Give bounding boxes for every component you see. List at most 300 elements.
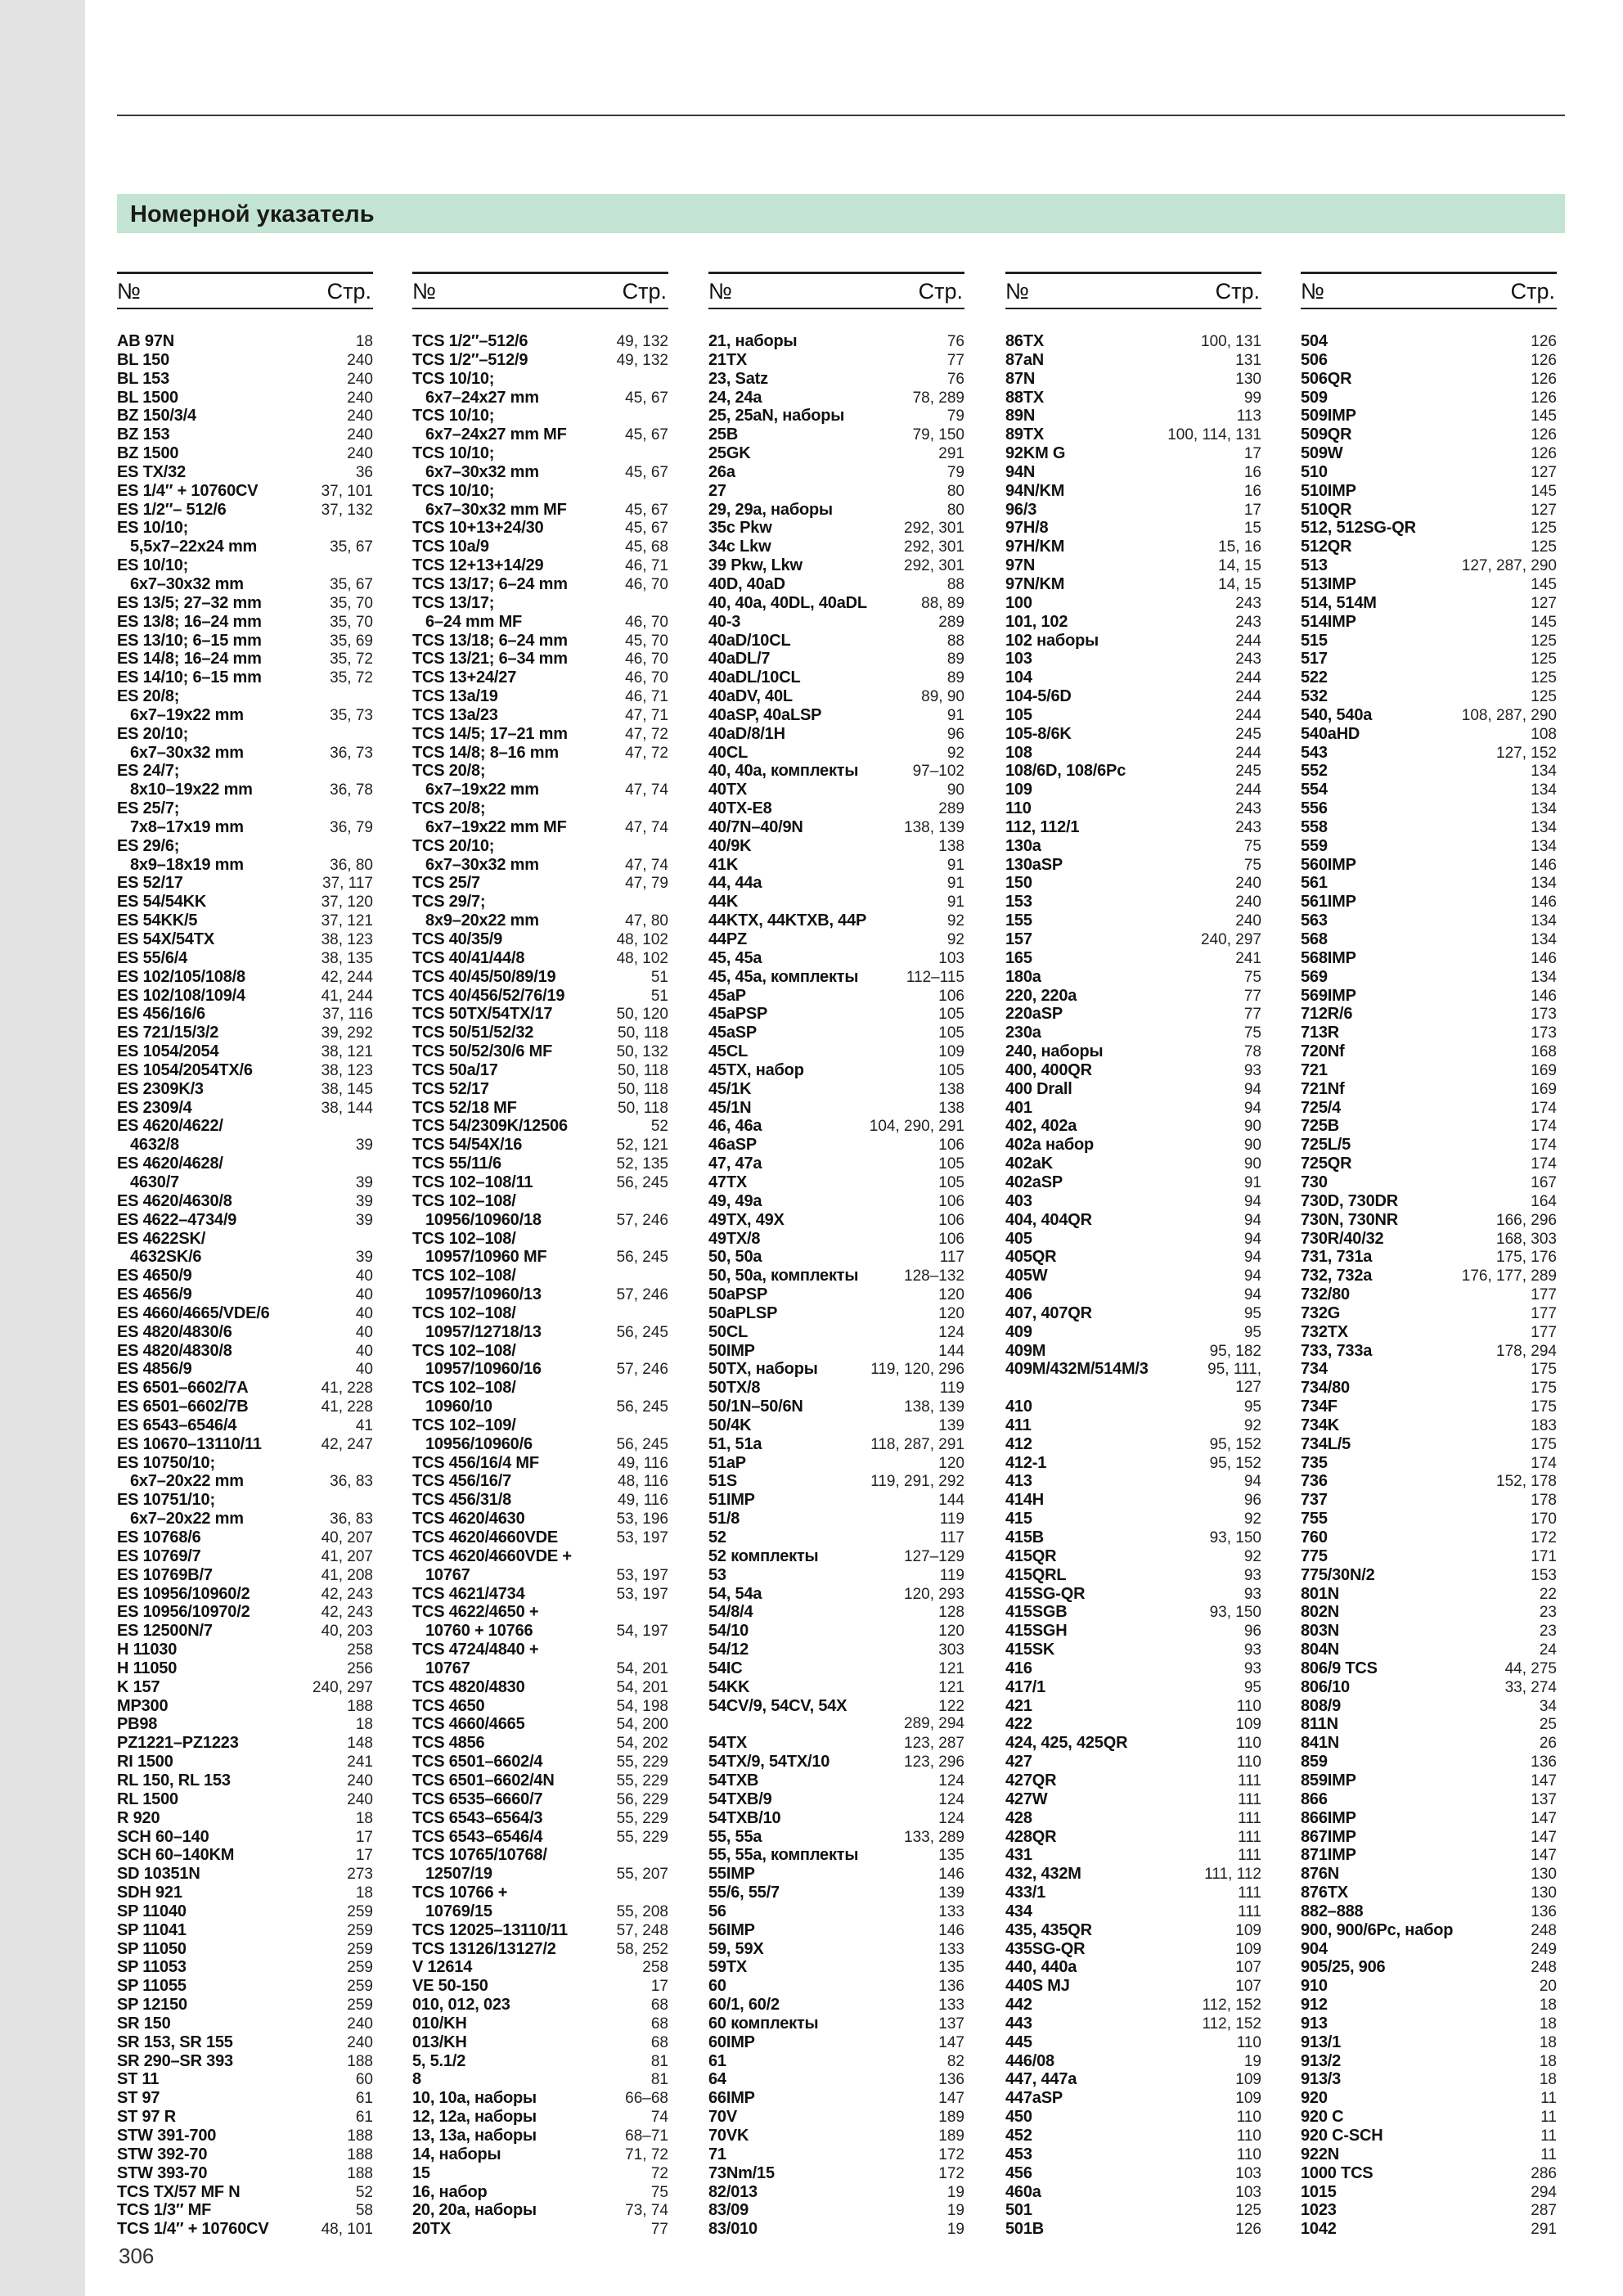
index-entry bbox=[412, 2183, 668, 2202]
entry-number: 760 bbox=[1301, 1528, 1328, 1546]
entry-number: 61 bbox=[708, 2051, 726, 2070]
entry-number: SP 11040 bbox=[117, 1902, 187, 1920]
entry-pages: 52, 121 bbox=[616, 1137, 668, 1155]
entry-number: 775 bbox=[1301, 1546, 1328, 1565]
index-entry bbox=[1005, 1136, 1261, 1155]
index-entry bbox=[1301, 874, 1557, 893]
column-header bbox=[1301, 272, 1557, 309]
entry-pages: 109 bbox=[1235, 1940, 1261, 1958]
entry-number: 105 bbox=[1005, 705, 1032, 724]
entry-number: H 11030 bbox=[117, 1641, 178, 1659]
index-entry bbox=[1301, 1622, 1557, 1641]
entry-pages: 75 bbox=[1243, 1024, 1261, 1042]
index-entry bbox=[412, 706, 668, 725]
entry-pages: 134 bbox=[1531, 912, 1557, 930]
entry-number: 422 bbox=[1005, 1715, 1032, 1734]
entry-pages: 46, 70 bbox=[625, 575, 668, 593]
entry-pages: 58, 252 bbox=[616, 1940, 668, 1958]
entry-pages: 125 bbox=[1531, 538, 1557, 556]
entry-number: ES 10768/6 bbox=[117, 1528, 201, 1546]
entry-pages: 258 bbox=[642, 1959, 668, 1977]
entry-pages: 127 bbox=[1531, 501, 1557, 519]
index-entry bbox=[117, 463, 373, 482]
entry-pages: 90 bbox=[1243, 1118, 1261, 1136]
index-entry bbox=[708, 1136, 964, 1155]
entry-pages: 42, 243 bbox=[321, 1604, 373, 1622]
index-entry bbox=[1301, 1080, 1557, 1099]
index-entry bbox=[1005, 1510, 1261, 1528]
index-entry bbox=[117, 1080, 373, 1099]
entry-number: 45, 45a bbox=[708, 948, 762, 967]
entry-number: 54/12 bbox=[708, 1641, 749, 1659]
entry-pages: 176, 177, 289 bbox=[1461, 1267, 1557, 1285]
index-entry bbox=[1005, 1603, 1261, 1622]
entry-number: 97N/KM bbox=[1005, 574, 1065, 593]
index-entry bbox=[1005, 1285, 1261, 1304]
index-entry bbox=[117, 1678, 373, 1697]
index-entry bbox=[412, 370, 668, 389]
index-entry bbox=[1301, 1416, 1557, 1435]
entry-pages: 152, 178 bbox=[1496, 1473, 1557, 1491]
index-entry bbox=[708, 1005, 964, 1024]
index-entry bbox=[708, 1566, 964, 1585]
index-entry bbox=[412, 856, 668, 875]
entry-pages: 147 bbox=[1531, 1847, 1557, 1865]
index-entry bbox=[1005, 744, 1261, 763]
entry-pages: 177 bbox=[1531, 1304, 1557, 1322]
entry-pages: 11 bbox=[1540, 2145, 1557, 2163]
index-entry bbox=[1301, 538, 1557, 556]
entry-number: 21, наборы bbox=[708, 332, 798, 350]
index-entry bbox=[1301, 1659, 1557, 1678]
entry-number: 73Nm/15 bbox=[708, 2163, 775, 2182]
index-entry bbox=[1005, 1734, 1261, 1753]
entry-number: 83/010 bbox=[708, 2220, 758, 2239]
index-entry bbox=[412, 556, 668, 575]
entry-pages: 131 bbox=[1235, 351, 1261, 369]
index-entry bbox=[1005, 501, 1261, 520]
entry-pages: 188 bbox=[347, 1697, 373, 1715]
entry-pages: 56, 245 bbox=[616, 1249, 668, 1267]
index-entry bbox=[412, 1547, 668, 1566]
index-entry bbox=[1005, 2164, 1261, 2183]
index-entry bbox=[1301, 1285, 1557, 1304]
entry-number: 8x9–18x19 mm bbox=[130, 855, 244, 874]
entry-number: 86TX bbox=[1005, 332, 1045, 350]
entry-number: 732G bbox=[1301, 1303, 1341, 1322]
index-entry bbox=[1301, 2089, 1557, 2108]
index-entry bbox=[117, 1285, 373, 1304]
entry-number: PB98 bbox=[117, 1715, 158, 1734]
header-number: № bbox=[1005, 279, 1029, 304]
index-entry bbox=[708, 2164, 964, 2183]
entry-pages: 46, 71 bbox=[625, 688, 668, 706]
entry-pages: 109 bbox=[1235, 1716, 1261, 1734]
index-entry bbox=[1301, 1902, 1557, 1921]
entry-number: ES 10/10; bbox=[117, 519, 189, 538]
index-entry bbox=[412, 1659, 668, 1678]
entry-pages: 134 bbox=[1531, 968, 1557, 986]
entry-pages: 126 bbox=[1531, 445, 1557, 463]
entry-number: 734/80 bbox=[1301, 1379, 1350, 1398]
index-entry bbox=[117, 893, 373, 912]
index-entry bbox=[117, 1828, 373, 1847]
index-entry bbox=[412, 1061, 668, 1080]
index-entry bbox=[117, 968, 373, 987]
entry-pages: 111 bbox=[1238, 1809, 1261, 1827]
index-entry bbox=[1301, 1641, 1557, 1659]
index-entry bbox=[412, 1323, 668, 1342]
entry-number: TCS 1/4″ + 10760CV bbox=[117, 2220, 269, 2239]
entry-pages: 95, 152 bbox=[1209, 1435, 1261, 1453]
entry-pages: 40 bbox=[355, 1304, 373, 1322]
entry-number: ES 12500N/7 bbox=[117, 1622, 213, 1641]
index-entry bbox=[412, 744, 668, 763]
entry-number: 402, 402a bbox=[1005, 1117, 1077, 1136]
entry-pages: 46, 70 bbox=[625, 651, 668, 669]
index-entry bbox=[412, 1921, 668, 1940]
index-entry bbox=[412, 2201, 668, 2220]
entry-number: 10957/10960/16 bbox=[425, 1360, 542, 1379]
entry-number: 55, 55a bbox=[708, 1827, 762, 1846]
entry-pages: 146 bbox=[1531, 894, 1557, 912]
entry-pages: 40 bbox=[355, 1342, 373, 1360]
index-entry bbox=[1005, 1940, 1261, 1959]
entry-pages: 95 bbox=[1243, 1323, 1261, 1341]
entry-pages: 259 bbox=[347, 1978, 373, 1996]
entry-pages: 138 bbox=[938, 1080, 964, 1098]
entry-pages: 124 bbox=[938, 1790, 964, 1808]
index-entry bbox=[1005, 1528, 1261, 1547]
entry-pages: 120, 293 bbox=[904, 1585, 964, 1603]
entry-pages: 91 bbox=[946, 875, 964, 893]
entry-number: 736 bbox=[1301, 1472, 1328, 1491]
index-entry bbox=[708, 1547, 964, 1566]
entry-number: 53 bbox=[708, 1565, 726, 1584]
entry-pages: 240 bbox=[347, 1790, 373, 1808]
entry-pages: 177 bbox=[1531, 1286, 1557, 1304]
entry-number: 866IMP bbox=[1301, 1808, 1356, 1827]
index-entry bbox=[1301, 1734, 1557, 1753]
entry-number: 157 bbox=[1005, 930, 1032, 948]
entry-number: 522 bbox=[1301, 669, 1328, 687]
entry-pages: 245 bbox=[1235, 763, 1261, 781]
entry-number: ES 4820/4830/6 bbox=[117, 1322, 232, 1341]
index-entry bbox=[1301, 1884, 1557, 1902]
entry-number: 910 bbox=[1301, 1977, 1328, 1996]
entry-pages: 174 bbox=[1531, 1155, 1557, 1173]
entry-number: ST 97 R bbox=[117, 2108, 176, 2127]
entry-number: 400 Drall bbox=[1005, 1079, 1072, 1098]
index-entry bbox=[1005, 575, 1261, 594]
entry-pages: 134 bbox=[1531, 931, 1557, 948]
entry-number: 40aDV, 40L bbox=[708, 687, 793, 706]
entry-number: 402a набор bbox=[1005, 1136, 1095, 1155]
entry-number: 859IMP bbox=[1301, 1771, 1356, 1790]
entry-number: 1000 TCS bbox=[1301, 2163, 1373, 2182]
entry-number: 804N bbox=[1301, 1641, 1340, 1659]
entry-number: STW 393-70 bbox=[117, 2163, 208, 2182]
entry-pages: 289, 294 bbox=[904, 1715, 964, 1733]
index-entry bbox=[1005, 781, 1261, 799]
index-entry bbox=[1301, 912, 1557, 930]
entry-number: 411 bbox=[1005, 1416, 1032, 1434]
entry-pages: 244 bbox=[1235, 688, 1261, 706]
index-entry bbox=[412, 2127, 668, 2145]
entry-pages: 56, 245 bbox=[616, 1435, 668, 1453]
entry-number: ES 721/15/3/2 bbox=[117, 1024, 219, 1042]
entry-number: TCS 102–108/ bbox=[412, 1341, 516, 1360]
entry-pages: 183 bbox=[1531, 1416, 1557, 1434]
entry-number: 801N bbox=[1301, 1584, 1340, 1603]
entry-number: 51aP bbox=[708, 1453, 746, 1472]
index-entry bbox=[708, 332, 964, 351]
entry-number: ES 25/7; bbox=[117, 799, 180, 818]
entry-pages: 134 bbox=[1531, 763, 1557, 781]
entry-number: TCS 102–109/ bbox=[412, 1416, 516, 1434]
index-entry bbox=[708, 1772, 964, 1790]
entry-number: 60/1, 60/2 bbox=[708, 1996, 780, 2015]
entry-pages: 178 bbox=[1531, 1492, 1557, 1510]
entry-number: 725L/5 bbox=[1301, 1136, 1351, 1155]
entry-number: SP 11041 bbox=[117, 1920, 187, 1939]
entry-number: BZ 1500 bbox=[117, 444, 179, 463]
entry-pages: 80 bbox=[946, 501, 964, 519]
entry-number: 54TX/9, 54TX/10 bbox=[708, 1753, 830, 1772]
index-entry bbox=[708, 1173, 964, 1192]
index-entry bbox=[1301, 1510, 1557, 1528]
entry-number: TCS 4622/4650 + bbox=[412, 1603, 539, 1622]
index-entry bbox=[1301, 2070, 1557, 2089]
index-entry bbox=[1005, 968, 1261, 987]
entry-pages: 48, 116 bbox=[618, 1473, 668, 1491]
entry-number: 155 bbox=[1005, 912, 1032, 930]
entry-pages: 145 bbox=[1531, 575, 1557, 593]
entry-number: 45aP bbox=[708, 986, 746, 1005]
entry-pages: 23 bbox=[1539, 1604, 1557, 1622]
entry-number: 775/30N/2 bbox=[1301, 1565, 1375, 1584]
index-entry bbox=[412, 463, 668, 482]
entry-pages: 80 bbox=[946, 482, 964, 500]
index-entry bbox=[1301, 1566, 1557, 1585]
index-entry bbox=[117, 1005, 373, 1024]
entry-number: 510QR bbox=[1301, 500, 1352, 519]
entry-number: 45/1K bbox=[708, 1079, 752, 1098]
entry-number: 013/KH bbox=[412, 2033, 467, 2051]
entry-pages: 18 bbox=[1539, 1997, 1557, 2015]
index-entry bbox=[1301, 2108, 1557, 2127]
entry-number: 230a bbox=[1005, 1024, 1041, 1042]
entry-pages: 123, 296 bbox=[904, 1754, 964, 1772]
header-page: Стр. bbox=[918, 279, 963, 304]
index-entry bbox=[708, 1790, 964, 1809]
index-entry bbox=[1301, 389, 1557, 407]
index-entry bbox=[1301, 1454, 1557, 1473]
entry-number: TCS 456/16/7 bbox=[412, 1472, 512, 1491]
entry-number: TCS 13/17; bbox=[412, 593, 495, 612]
entry-number: TCS 10/10; bbox=[412, 369, 495, 388]
entry-pages: 93, 150 bbox=[1209, 1529, 1261, 1546]
entry-number: ES 10769/7 bbox=[117, 1546, 201, 1565]
index-entry bbox=[708, 1528, 964, 1547]
column-header bbox=[412, 272, 668, 309]
index-entry bbox=[117, 1977, 373, 1996]
entry-number: 54/10 bbox=[708, 1622, 749, 1641]
index-entry bbox=[1005, 1622, 1261, 1641]
entry-number: 732, 732a bbox=[1301, 1267, 1373, 1285]
entry-number: 5,5x7–22x24 mm bbox=[130, 538, 258, 556]
index-entry bbox=[412, 1585, 668, 1604]
index-entry bbox=[412, 1285, 668, 1304]
index-entry bbox=[708, 874, 964, 893]
index-entry bbox=[1005, 2145, 1261, 2164]
entry-number: 568IMP bbox=[1301, 948, 1356, 967]
entry-number: 509W bbox=[1301, 444, 1343, 463]
entry-number: 415SK bbox=[1005, 1641, 1055, 1659]
index-entry bbox=[708, 425, 964, 444]
entry-number: TCS 55/11/6 bbox=[412, 1155, 501, 1173]
entry-number: 734L/5 bbox=[1301, 1434, 1351, 1453]
index-entry bbox=[1301, 2201, 1557, 2220]
entry-pages: 56, 229 bbox=[616, 1790, 668, 1808]
entry-pages: 136 bbox=[1531, 1754, 1557, 1772]
index-entry bbox=[412, 818, 668, 837]
entry-number: 569IMP bbox=[1301, 986, 1356, 1005]
index-entry bbox=[1005, 407, 1261, 425]
entry-pages: 47, 72 bbox=[625, 725, 668, 743]
entry-number: ES 10769B/7 bbox=[117, 1565, 213, 1584]
entry-number: 23, Satz bbox=[708, 369, 768, 388]
entry-pages: 130 bbox=[1235, 370, 1261, 388]
index-entry bbox=[1005, 818, 1261, 837]
entry-pages: 49, 132 bbox=[616, 333, 668, 350]
index-entry bbox=[708, 444, 964, 463]
index-entry bbox=[412, 2145, 668, 2164]
entry-pages: 135 bbox=[938, 1847, 964, 1865]
entry-pages: 243 bbox=[1235, 818, 1261, 836]
index-entry bbox=[708, 1080, 964, 1099]
entry-number: SR 153, SR 155 bbox=[117, 2033, 233, 2051]
entry-number: 40CL bbox=[708, 743, 749, 762]
index-entry bbox=[117, 1809, 373, 1828]
index-entry bbox=[708, 1267, 964, 1285]
top-rule bbox=[117, 115, 1565, 116]
index-entry bbox=[117, 538, 373, 556]
index-entry bbox=[1005, 389, 1261, 407]
index-entry bbox=[1005, 1173, 1261, 1192]
entry-number: 41K bbox=[708, 855, 739, 874]
index-entry bbox=[1301, 706, 1557, 725]
entry-pages: 138 bbox=[938, 1099, 964, 1117]
entry-pages: 40 bbox=[355, 1323, 373, 1341]
entry-number: TCS 4620/4660VDE bbox=[412, 1528, 559, 1546]
entry-number: V 12614 bbox=[412, 1958, 473, 1977]
entry-pages: 89 bbox=[946, 651, 964, 669]
index-entry bbox=[412, 1566, 668, 1585]
index-entry bbox=[117, 2220, 373, 2239]
entry-number: 6x7–30x32 mm bbox=[425, 855, 539, 874]
index-entry bbox=[708, 949, 964, 968]
entry-pages: 91 bbox=[1243, 1173, 1261, 1191]
index-entry bbox=[412, 1828, 668, 1847]
entry-number: 721Nf bbox=[1301, 1079, 1345, 1098]
entry-pages: 38, 123 bbox=[321, 931, 373, 948]
entry-number: 866 bbox=[1301, 1790, 1328, 1808]
entry-pages: 167 bbox=[1531, 1173, 1557, 1191]
entry-number: ES 13/10; 6–15 mm bbox=[117, 631, 262, 650]
index-entry bbox=[708, 1472, 964, 1491]
index-column-2 bbox=[412, 272, 668, 2239]
entry-number: 406 bbox=[1005, 1285, 1032, 1304]
entry-pages: 94 bbox=[1243, 1473, 1261, 1491]
index-entry bbox=[1005, 930, 1261, 949]
entry-number: R 920 bbox=[117, 1808, 160, 1827]
entry-number: 424, 425, 425QR bbox=[1005, 1734, 1128, 1753]
entry-pages: 90 bbox=[1243, 1155, 1261, 1173]
index-entry bbox=[412, 613, 668, 632]
entry-pages: 106 bbox=[938, 987, 964, 1005]
index-entry bbox=[1005, 1715, 1261, 1734]
entry-number: TCS 10/10; bbox=[412, 444, 495, 463]
entry-number: 412-1 bbox=[1005, 1453, 1047, 1472]
index-entry bbox=[117, 1547, 373, 1566]
entry-number: 734K bbox=[1301, 1416, 1340, 1434]
entry-number: TCS 20/10; bbox=[412, 836, 495, 855]
entry-pages: 120 bbox=[938, 1286, 964, 1304]
index-entry bbox=[1301, 1099, 1557, 1118]
entry-number: 4632/8 bbox=[130, 1136, 179, 1155]
entry-number: 735 bbox=[1301, 1453, 1328, 1472]
index-entry bbox=[1301, 856, 1557, 875]
entry-number: 446/08 bbox=[1005, 2051, 1054, 2070]
entry-pages: 68 bbox=[650, 2015, 668, 2033]
entry-number: PZ1221–PZ1223 bbox=[117, 1734, 239, 1753]
entry-number: 100 bbox=[1005, 593, 1032, 612]
index-entry bbox=[1301, 1304, 1557, 1323]
index-entry bbox=[412, 1772, 668, 1790]
entry-pages: 109 bbox=[1235, 2090, 1261, 2108]
entry-pages: 259 bbox=[347, 1940, 373, 1958]
entry-pages: 244 bbox=[1235, 669, 1261, 687]
entry-number: TCS 4660/4665 bbox=[412, 1715, 525, 1734]
entry-number: ES 10956/10970/2 bbox=[117, 1603, 250, 1622]
index-entry bbox=[117, 594, 373, 613]
entry-pages: 35, 70 bbox=[330, 613, 373, 631]
entry-number: H 11050 bbox=[117, 1659, 178, 1677]
entry-number: 803N bbox=[1301, 1622, 1340, 1641]
entry-pages: 126 bbox=[1531, 389, 1557, 407]
entry-number: 510IMP bbox=[1301, 481, 1356, 500]
index-entry bbox=[412, 930, 668, 949]
index-entry bbox=[1301, 744, 1557, 763]
entry-number: BL 1500 bbox=[117, 388, 178, 407]
index-entry bbox=[1005, 687, 1261, 706]
entry-pages: 94 bbox=[1243, 1230, 1261, 1248]
entry-number: 59, 59X bbox=[708, 1939, 764, 1958]
entry-number: 40/7N–40/9N bbox=[708, 817, 803, 836]
entry-number: SDH 921 bbox=[117, 1884, 182, 1902]
entry-pages: 107 bbox=[1235, 1978, 1261, 1996]
entry-pages: 103 bbox=[1235, 2164, 1261, 2182]
entry-number: 40aD/10CL bbox=[708, 631, 791, 650]
entry-number: 733, 733a bbox=[1301, 1341, 1373, 1360]
index-entry bbox=[412, 1248, 668, 1267]
index-entry bbox=[117, 1510, 373, 1528]
entry-number: 569 bbox=[1301, 967, 1328, 986]
index-entry bbox=[1005, 2089, 1261, 2108]
entry-number: ST 11 bbox=[117, 2070, 160, 2089]
entry-number: ES 10750/10; bbox=[117, 1453, 215, 1472]
